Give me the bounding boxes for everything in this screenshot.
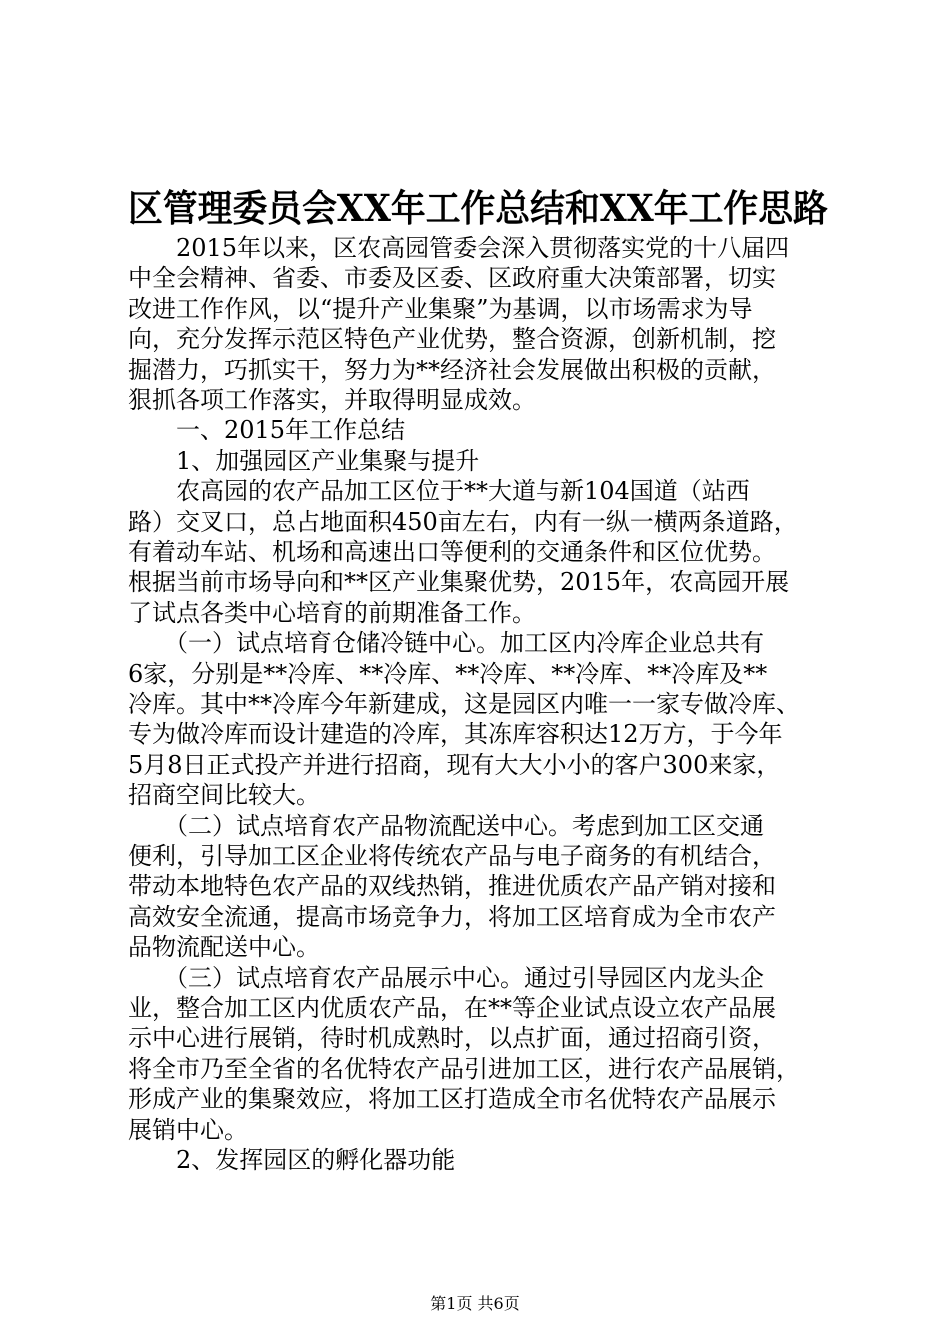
text-line: 有着动车站、机场和高速出口等便利的交通条件和区位优势。 bbox=[128, 538, 776, 566]
text-line: 示中心进行展销，待时机成熟时，以点扩面，通过招商引资， bbox=[128, 1024, 776, 1053]
text-line: 5月8日正式投产并进行招商，现有大大小小的客户300来家， bbox=[128, 750, 781, 779]
text-line: 便利，引导加工区企业将传统农产品与电子商务的有机结合， bbox=[128, 842, 776, 870]
text-line: （三）试点培育农产品展示中心。通过引导园区内龙头企 bbox=[128, 963, 764, 992]
text-line: 改进工作作风，以“提升产业集聚”为基调，以市场需求为导 bbox=[128, 294, 753, 323]
text-line: 中全会精神、省委、市委及区委、区政府重大决策部署，切实 bbox=[128, 264, 776, 293]
text-line: 2、发挥园区的孵化器功能 bbox=[128, 1146, 456, 1174]
text-line: 高效安全流通，提高市场竞争力，将加工区培育成为全市农产 bbox=[128, 902, 776, 931]
text-line: 了试点各类中心培育的前期准备工作。 bbox=[128, 598, 536, 627]
text-line: 品物流配送中心。 bbox=[128, 933, 320, 962]
text-line: 路）交叉口，总占地面积450亩左右，内有一纵一横两条道路， bbox=[128, 507, 798, 536]
text-line: 将全市乃至全省的名优特农产品引进加工区，进行农产品展销， bbox=[128, 1054, 800, 1083]
text-line: （一）试点培育仓储冷链中心。加工区内冷库企业总共有 bbox=[128, 629, 764, 658]
text-line: 1、加强园区产业集聚与提升 bbox=[128, 446, 480, 475]
text-line: 掘潜力，巧抓实干，努力为**经济社会发展做出积极的贡献， bbox=[128, 355, 776, 384]
text-line: 业，整合加工区内优质农产品，在**等企业试点设立农产品展 bbox=[128, 994, 776, 1022]
text-line: 6家，分别是**冷库、**冷库、**冷库、**冷库、**冷库及** bbox=[128, 659, 768, 688]
text-line: 展销中心。 bbox=[128, 1115, 248, 1144]
text-line: 向，充分发挥示范区特色产业优势，整合资源，创新机制，挖 bbox=[128, 325, 776, 354]
text-line: 2015年以来，区农高园管委会深入贯彻落实党的十八届四 bbox=[128, 234, 790, 262]
text-line: 带动本地特色农产品的双线热销，推进优质农产品产销对接和 bbox=[128, 872, 776, 901]
text-line: 形成产业的集聚效应，将加工区打造成全市名优特农产品展示 bbox=[128, 1085, 776, 1114]
document-title: 区管理委员会XX年工作总结和XX年工作思路 bbox=[128, 186, 828, 230]
page-footer: 第1页 共6页 bbox=[430, 1294, 520, 1313]
text-line: 根据当前市场导向和**区产业集聚优势，2015年，农高园开展 bbox=[128, 568, 790, 597]
text-line: 专为做冷库而设计建造的冷库，其冻库容积达12万方，于今年 bbox=[128, 720, 783, 749]
text-line: （二）试点培育农产品物流配送中心。考虑到加工区交通 bbox=[128, 811, 764, 840]
text-line: 农高园的农产品加工区位于**大道与新104国道（站西 bbox=[128, 477, 750, 506]
text-line: 冷库。其中**冷库今年新建成，这是园区内唯一一家专做冷库、 bbox=[128, 690, 800, 718]
text-line: 狠抓各项工作落实，并取得明显成效。 bbox=[128, 386, 536, 414]
text-line: 一、2015年工作总结 bbox=[128, 416, 406, 445]
text-line: 招商空间比较大。 bbox=[128, 781, 320, 810]
